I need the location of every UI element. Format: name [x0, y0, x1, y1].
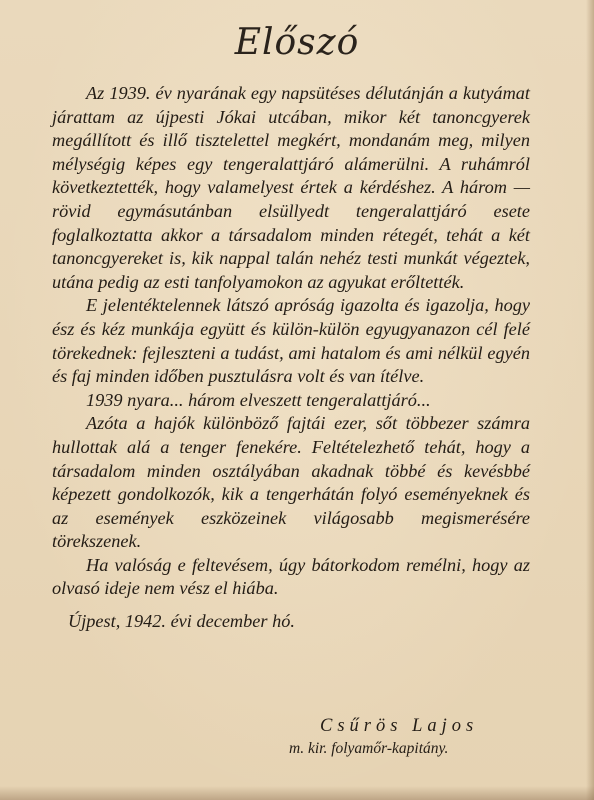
- page-edge-shadow-bottom: [0, 786, 594, 800]
- paragraph-3: 1939 nyara... három elveszett tengeralattjáró...: [86, 389, 431, 410]
- signature-title: m. kir. folyamőr-kapitány.: [289, 740, 449, 757]
- page-edge-shadow-right: [586, 0, 594, 800]
- paragraph-4: Azóta a hajók különböző fajtái ezer, sőt többezer számra hullottak alá a tenger fenekére. Feltételezhető tehát, hogy a társadalom minden osztályában akadnak többé és kevésbbé képezett gondolkozók, kik a tengerhátán folyó eseményeknek és az események eszközeinek világosabb megismerésére törekszenek.: [52, 413, 530, 552]
- page-title: Előszó: [234, 22, 360, 63]
- signature-name: Csűrös Lajos: [320, 716, 479, 736]
- paragraph-5: Ha valóság e feltevésem, úgy bátorkodom remélni, hogy az olvasó ideje nem vész el hiába.: [52, 554, 530, 599]
- date-line: Újpest, 1942. évi december hó.: [68, 611, 295, 632]
- paragraph-2: E jelentéktelennek látszó apróság igazolta és igazolja, hogy ész és kéz munkája együtt és külön-külön egyugyanazon cél felé törekednek: fejleszteni a tudást, ami hatalom és ami nélkül egyén és faj minden időben pusztulásra volt és van ítélve.: [52, 295, 530, 387]
- paragraph-1: Az 1939. év nyarának egy napsütéses délutánján a kutyámat járattam az újpesti Jókai utcában, mikor két tanoncgyerek megállított és illő tisztelettel megkért, mondanám meg, milyen mélységig képes egy tengeralattjáró alámerülni. A ruhámról következtették, hogy valamelyest értek a kérdéshez. A három — rövid egymásutánban elsüllyedt tengeralattjáró esete foglalkoztatta akkor a társadalom minden rétegét, tehát a két tanoncgyereket is, kik nappal talán nehéz testi munkát végeztek, utána pedig az esti tanfolyamokon az agyukat erőltették.: [52, 83, 530, 292]
- preface-body: [52, 82, 530, 634]
